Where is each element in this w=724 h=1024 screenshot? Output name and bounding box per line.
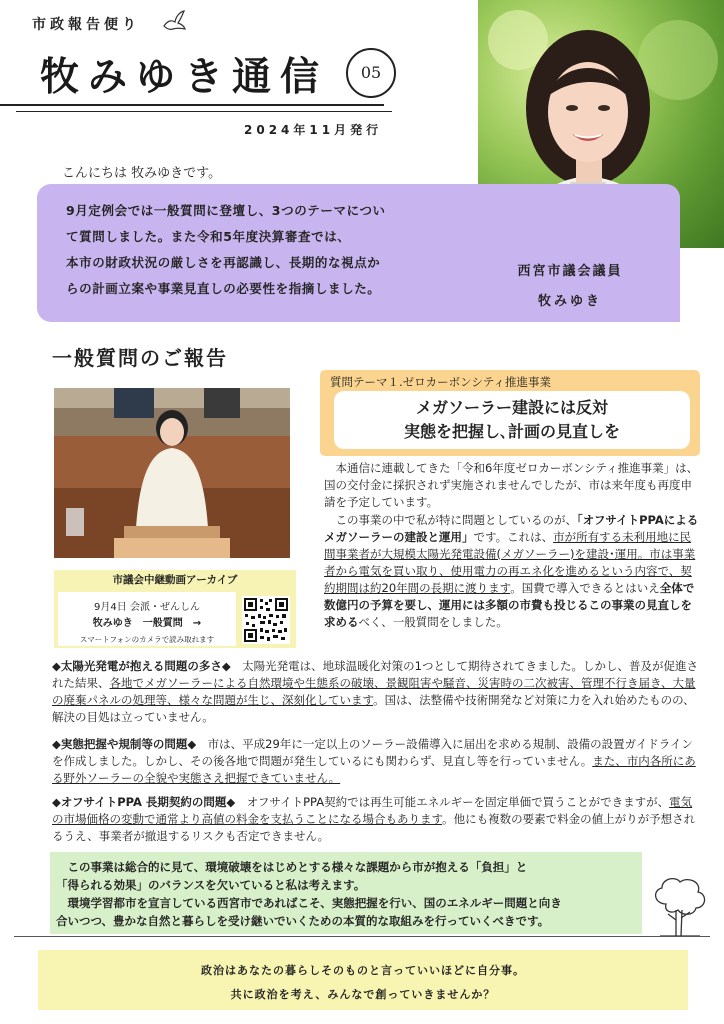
section-solar-problems <box>52 658 702 726</box>
paragraph-text: です。これは、 <box>473 530 554 544</box>
archive-heading: 市議会中継動画アーカイブ <box>112 574 238 586</box>
conclusion-line: この事業は総合的に見て、環境破壊をはじめとする様々な課題から市が抱える「負担」と <box>56 860 528 874</box>
issue-number: 05 <box>346 48 396 98</box>
section-regulation-problems <box>52 736 702 787</box>
paragraph-issue <box>324 512 702 631</box>
profile-role: 西宮市議会議員 <box>517 264 623 279</box>
paragraph-text: 市は、平成29年に一定以上のソーラー設備導入に届出を求める規制、設備の設置ガイドラインを作成しました。しかし、その後各地で問題が発生しているにも関わらず、見直し等を行っていません。 <box>52 737 693 768</box>
council-photo <box>54 388 290 558</box>
newsletter-label: 市政報告便り <box>32 17 140 33</box>
council-illustration <box>54 388 290 558</box>
greeting: こんにちは 牧みゆきです。 <box>62 166 222 181</box>
paragraph-text: べく、一般質問をしました。 <box>358 615 508 629</box>
section-ppa-contract-problems <box>52 794 702 845</box>
intro-line: 本市の財政状況の厳しさを再認識し、長期的な視点か <box>66 255 381 270</box>
tree-icon <box>646 874 710 940</box>
subsection-heading: ◆太陽光発電が抱える問題の多さ◆ <box>52 659 231 673</box>
archive-note: スマートフォンのカメラで読み取れます <box>79 635 215 644</box>
profile-name: 牧みゆき <box>537 294 602 309</box>
paragraph-text: 太陽光発電は、地球温暖化対策の1つとして期待されてきました。しかし、普及が促進された結果、 <box>52 659 698 690</box>
header-rule-thin <box>16 111 392 112</box>
underlined-text: 各地でメガソーラーによる自然環境や生態系の破壊、景観阻害や騒音、災害時の二次被害、管理不行き届き、大量の廃棄パネルの処理等、様々な問題が生じ、深刻化しています <box>52 676 696 707</box>
question-theme-label: 質問テーマ１.ゼロカーボンシティ推進事業 <box>330 375 551 389</box>
emphasis-text: 「オフサイトPPAによるメガソーラーの建設と運用」 <box>324 513 699 544</box>
conclusion-line: 「得られる効果」のバランスを欠いていると私は考えます。 <box>56 878 366 892</box>
conclusion-line: 合いつつ、豊かな自然と暮らしを受け継いでいくための本質的な取組みを行っていくべきです。 <box>56 914 550 928</box>
underlined-text: また、市内各所にある野外ソーラーの全貌や実態さえ把握できていません。 <box>52 754 696 785</box>
intro-text <box>66 198 466 302</box>
subsection-heading: ◆実態把握や規制等の問題◆ <box>52 737 197 751</box>
question-theme-headline <box>334 396 690 444</box>
underlined-text: 電気の市場価格の変動で通常より高値の料金を支払うことになる場合もあります <box>52 795 693 826</box>
paragraph-text: 。他にも複数の要素で料金の値上がりが予想されるうえ、事業者が撤退するリスクも否定できません。 <box>52 812 696 843</box>
intro-line: らの計画立案や事業見直しの必要性を指摘しました。 <box>66 281 381 296</box>
header-rule <box>0 104 384 106</box>
headline-line-1: メガソーラー建設には反対 <box>415 398 608 417</box>
emphasis-text: 全体で数億円の予算を要し、運用には多額の市費も投じるこの事業の見直しを求める <box>324 581 695 629</box>
profile-panel <box>478 246 680 322</box>
qr-code[interactable] <box>242 596 290 644</box>
newsletter-title: 牧みゆき通信 <box>40 55 329 100</box>
paragraph-intro <box>324 460 702 511</box>
headline-line-2: 実態を把握し､計画の見直しを <box>403 422 620 441</box>
intro-line: て質問しました。また令和5年度決算審査では、 <box>66 229 351 244</box>
conclusion-line: 環境学習都市を宣言している西宮市であればこそ、実態把握を行い、国のエネルギー問題と向き <box>56 896 562 910</box>
archive-link-label: 牧みゆき 一般質問 → <box>92 618 202 629</box>
intro-line: 9月定例会では一般質問に登壇し、3つのテーマについ <box>66 203 386 218</box>
closing-message-line-1: 政治はあなたの暮らしそのものと言っていいほどに自分事。 <box>201 964 525 977</box>
issue-date: 2024年11月発行 <box>244 123 383 137</box>
closing-message-line-2: 共に政治を考え、みんなで創っていきませんか？ <box>230 988 496 1001</box>
conclusion-text <box>56 858 640 930</box>
paragraph-text: オフサイトPPA契約では再生可能エネルギーを固定単価で買うことができますが、 <box>235 795 670 809</box>
paragraph-text: 。国は、法整備や技術開発など対策に力を入れ始めたものの、解決の目処は立っていません。 <box>52 693 695 724</box>
paragraph-text: 本通信に連載してきた「令和6年度ゼロカーボンシティ推進事業」は、国の交付金に採択されず実施されませんでしたが、市は来年度も再度申請を予定しています。 <box>324 461 699 509</box>
section-title: 一般質問のご報告 <box>52 346 228 370</box>
paragraph-text: この事業の中で私が特に問題としているのが、 <box>335 513 577 527</box>
underlined-text: 市が所有する未利用地に民間事業者が大規模太陽光発電設備(メガソーラー)を建設･運用。市は事業者から電気を買い取り、使用電力の再エネ化を進めるという内容で、契約期間は約20年間の長期に渡ります <box>324 530 696 595</box>
footer-rule <box>14 936 710 937</box>
dove-icon <box>160 8 188 36</box>
paragraph-text: 。国費で導入できるとはいえ <box>510 581 660 595</box>
archive-date: 9月4日 会派・ぜんしん <box>94 602 200 613</box>
subsection-heading: ◆オフサイトPPA 長期契約の問題◆ <box>52 795 236 809</box>
